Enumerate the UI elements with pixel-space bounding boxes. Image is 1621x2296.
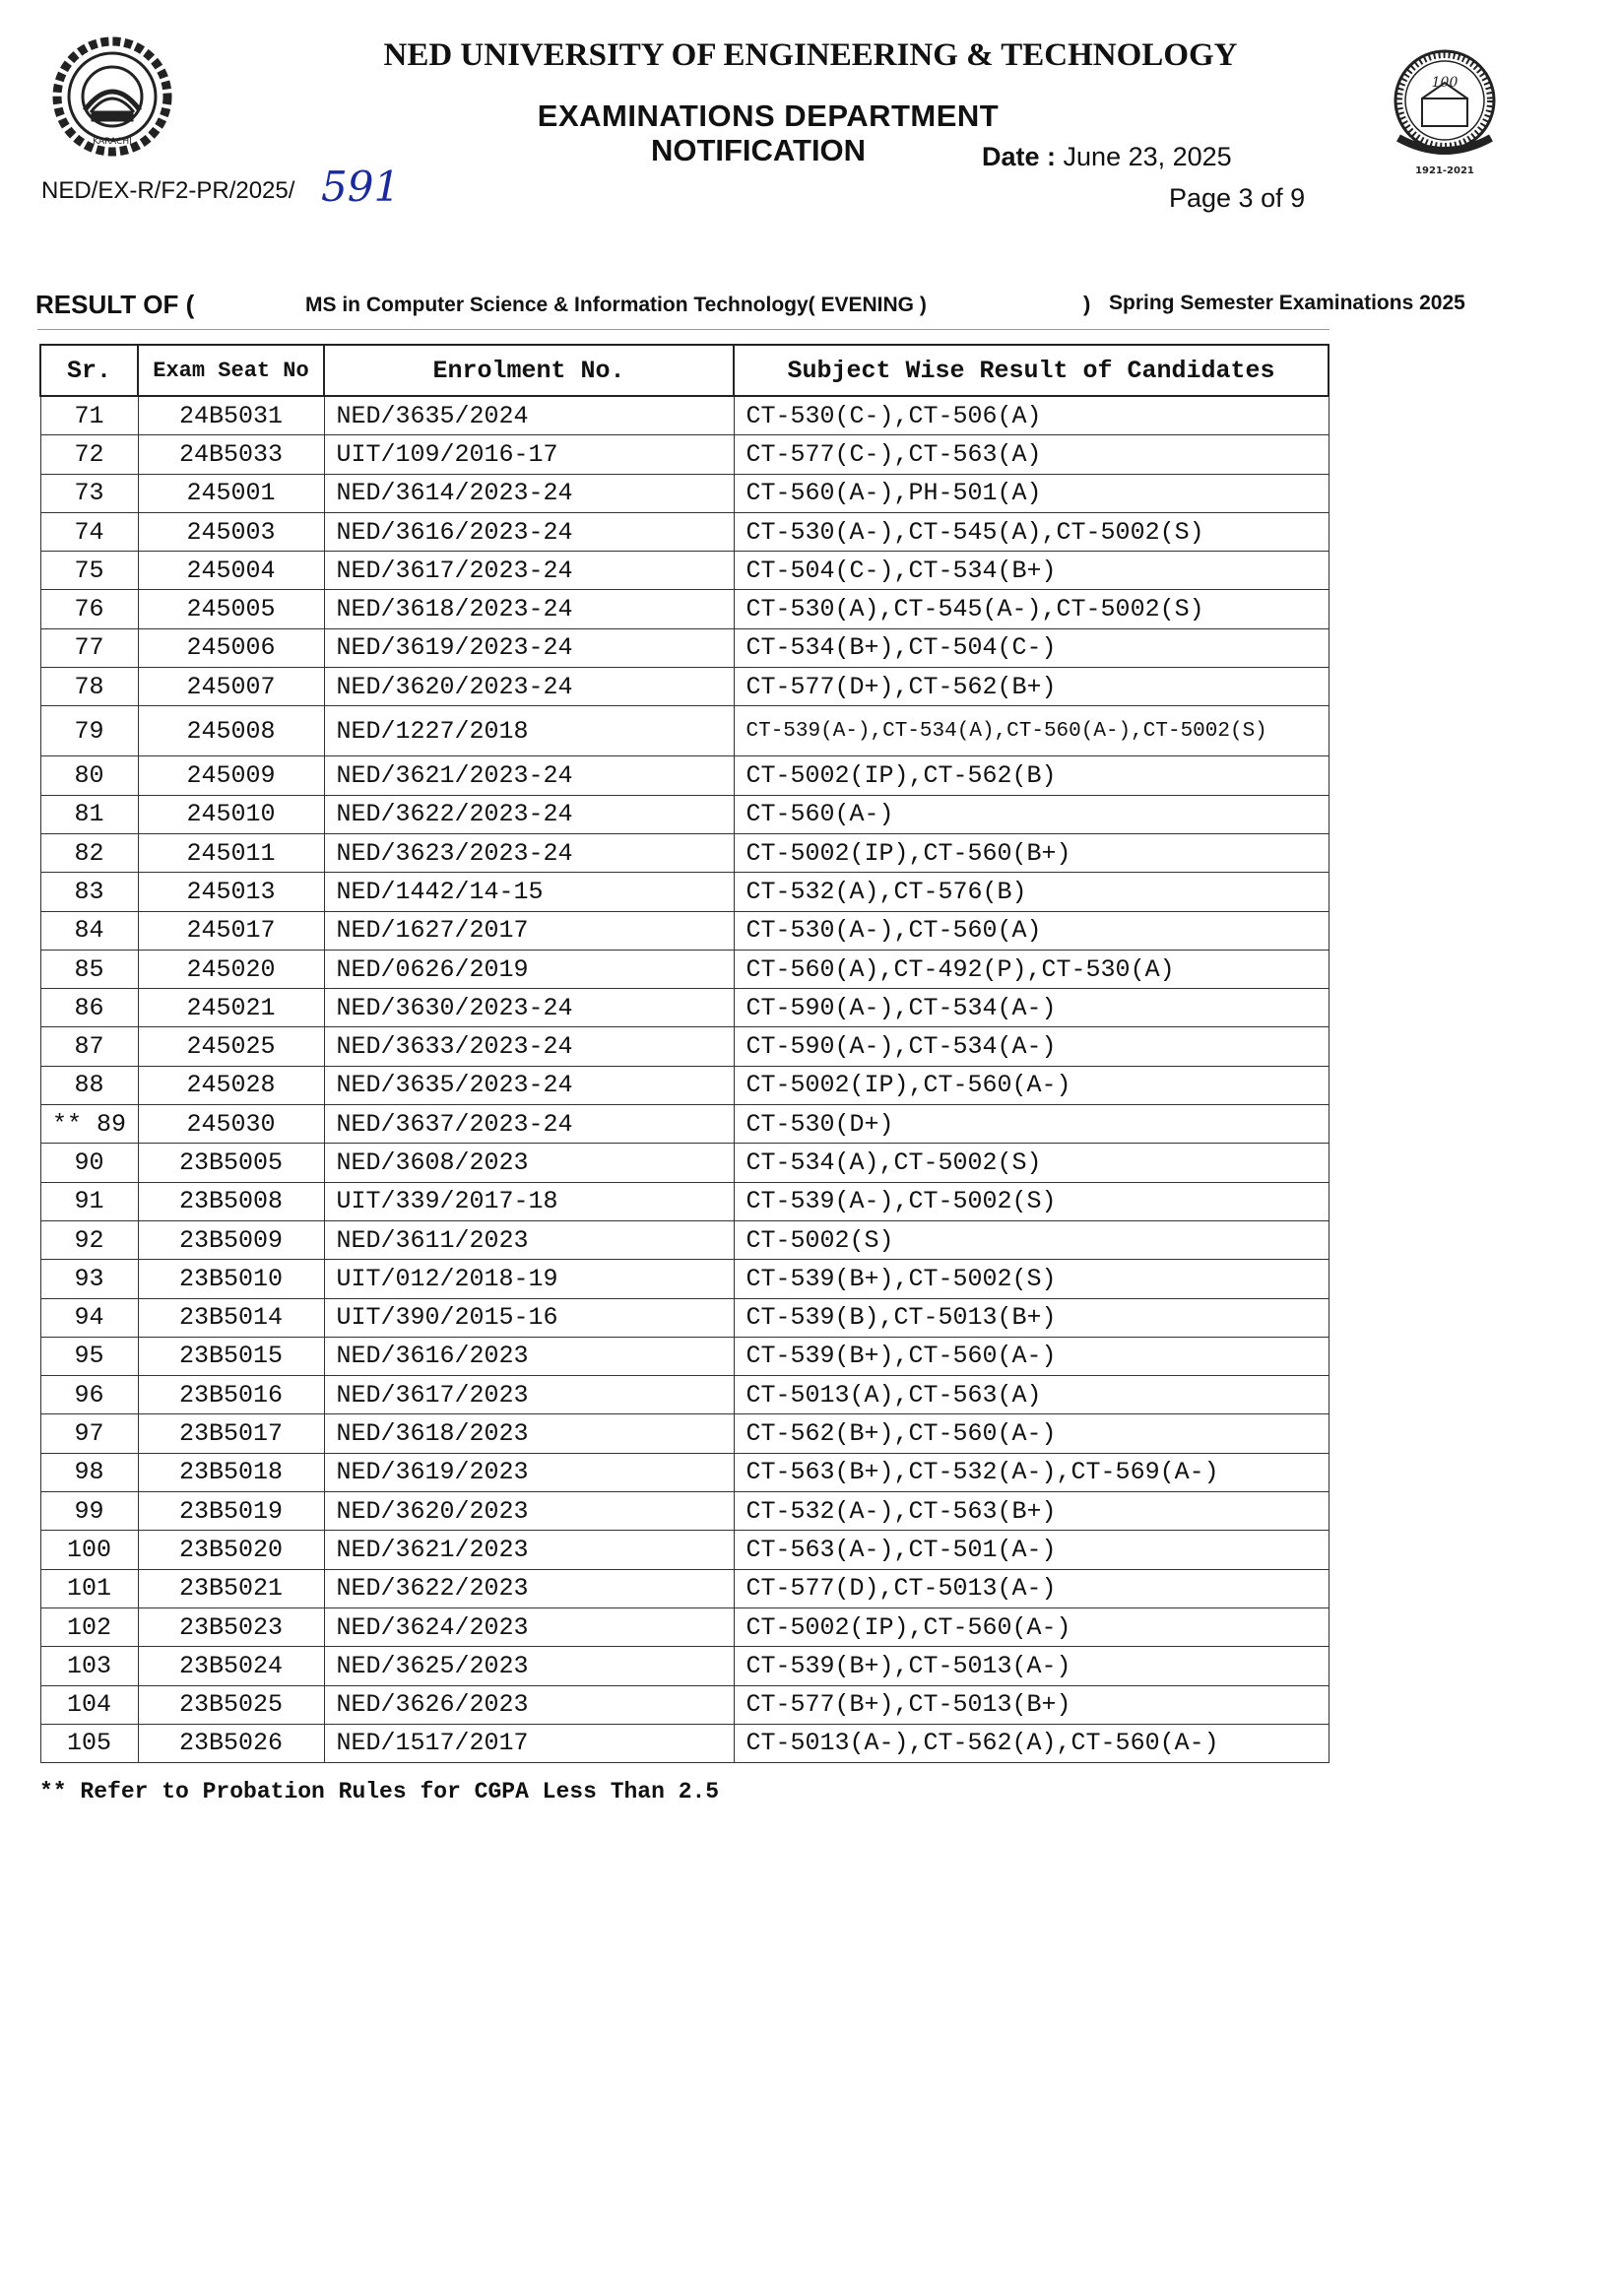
- cell-exam-seat-no: 245005: [138, 590, 324, 628]
- cell-subject-result: CT-504(C-),CT-534(B+): [734, 552, 1329, 590]
- header-sr: Sr.: [40, 345, 138, 396]
- cell-exam-seat-no: 245006: [138, 628, 324, 667]
- table-row: [40, 435, 1329, 474]
- cell-enrolment-no: NED/3616/2023: [324, 1337, 734, 1375]
- table-header-row: [40, 345, 1329, 396]
- cell-exam-seat-no: 23B5015: [138, 1337, 324, 1375]
- table-row: [40, 1492, 1329, 1531]
- department-title: EXAMINATIONS DEPARTMENT: [537, 98, 1000, 133]
- cell-subject-result: CT-577(C-),CT-563(A): [734, 435, 1329, 474]
- cell-sr: 101: [40, 1569, 138, 1607]
- notification-title: NOTIFICATION: [650, 133, 867, 167]
- cell-exam-seat-no: 245021: [138, 989, 324, 1027]
- cell-sr: 87: [40, 1027, 138, 1066]
- table-row: [40, 1531, 1329, 1569]
- right-seal-number: 100: [1431, 75, 1459, 91]
- cell-subject-result: CT-560(A-),PH-501(A): [734, 474, 1329, 512]
- table-row: [40, 1260, 1329, 1298]
- table-row: [40, 950, 1329, 988]
- cell-subject-result: CT-532(A),CT-576(B): [734, 873, 1329, 911]
- cell-exam-seat-no: 23B5018: [138, 1453, 324, 1491]
- cell-enrolment-no: UIT/390/2015-16: [324, 1298, 734, 1337]
- cell-enrolment-no: UIT/109/2016-17: [324, 435, 734, 474]
- cell-exam-seat-no: 245008: [138, 706, 324, 756]
- cell-subject-result: CT-577(D),CT-5013(A-): [734, 1569, 1329, 1607]
- cell-sr: 105: [40, 1724, 138, 1762]
- cell-subject-result: CT-532(A-),CT-563(B+): [734, 1492, 1329, 1531]
- cell-enrolment-no: NED/3621/2023: [324, 1531, 734, 1569]
- cell-exam-seat-no: 24B5033: [138, 435, 324, 474]
- table-row: [40, 1337, 1329, 1375]
- cell-enrolment-no: NED/3608/2023: [324, 1144, 734, 1182]
- cell-sr: 93: [40, 1260, 138, 1298]
- table-row: [40, 590, 1329, 628]
- table-row: [40, 756, 1329, 795]
- date-value: June 23, 2025: [1063, 142, 1232, 171]
- cell-subject-result: CT-590(A-),CT-534(A-): [734, 989, 1329, 1027]
- cell-exam-seat-no: 23B5024: [138, 1647, 324, 1685]
- table-row: [40, 1607, 1329, 1646]
- table-row: [40, 1298, 1329, 1337]
- cell-sr: 104: [40, 1685, 138, 1724]
- table-row: [40, 989, 1329, 1027]
- table-row: [40, 1569, 1329, 1607]
- table-row: [40, 474, 1329, 512]
- table-row: [40, 1182, 1329, 1220]
- table-row: [40, 1414, 1329, 1453]
- cell-sr: 97: [40, 1414, 138, 1453]
- cell-sr: 86: [40, 989, 138, 1027]
- cell-sr: 80: [40, 756, 138, 795]
- probation-footnote: ** Refer to Probation Rules for CGPA Less Than 2.5: [39, 1779, 720, 1804]
- cell-enrolment-no: NED/3622/2023: [324, 1569, 734, 1607]
- cell-sr: 78: [40, 668, 138, 706]
- cell-enrolment-no: NED/3623/2023-24: [324, 833, 734, 872]
- cell-enrolment-no: NED/3614/2023-24: [324, 474, 734, 512]
- cell-subject-result: CT-539(B),CT-5013(B+): [734, 1298, 1329, 1337]
- table-row: [40, 1027, 1329, 1066]
- table-row: [40, 1647, 1329, 1685]
- cell-subject-result: CT-5002(S): [734, 1220, 1329, 1259]
- semester-name: Spring Semester Examinations 2025: [1109, 292, 1465, 314]
- cell-exam-seat-no: 23B5023: [138, 1607, 324, 1646]
- left-seal-text: KARACHI: [93, 137, 132, 147]
- cell-enrolment-no: NED/3626/2023: [324, 1685, 734, 1724]
- cell-subject-result: CT-577(B+),CT-5013(B+): [734, 1685, 1329, 1724]
- cell-exam-seat-no: 245011: [138, 833, 324, 872]
- cell-sr: 72: [40, 435, 138, 474]
- cell-exam-seat-no: 23B5019: [138, 1492, 324, 1531]
- cell-subject-result: CT-563(A-),CT-501(A-): [734, 1531, 1329, 1569]
- cell-subject-result: CT-534(B+),CT-504(C-): [734, 628, 1329, 667]
- cell-sr: 73: [40, 474, 138, 512]
- cell-enrolment-no: NED/3618/2023-24: [324, 590, 734, 628]
- cell-sr: 71: [40, 396, 138, 435]
- cell-enrolment-no: NED/3617/2023-24: [324, 552, 734, 590]
- cell-subject-result: CT-530(A-),CT-560(A): [734, 911, 1329, 950]
- header-exam-seat-no: Exam Seat No: [138, 345, 324, 396]
- cell-sr: 75: [40, 552, 138, 590]
- cell-subject-result: CT-539(A-),CT-534(A),CT-560(A-),CT-5002(S): [734, 706, 1329, 756]
- cell-enrolment-no: NED/1517/2017: [324, 1724, 734, 1762]
- cell-subject-result: CT-534(A),CT-5002(S): [734, 1144, 1329, 1182]
- reference-number: NED/EX-R/F2-PR/2025/: [41, 177, 295, 204]
- cell-exam-seat-no: 245028: [138, 1066, 324, 1104]
- cell-sr: 88: [40, 1066, 138, 1104]
- cell-sr: 76: [40, 590, 138, 628]
- cell-subject-result: CT-530(D+): [734, 1105, 1329, 1144]
- cell-enrolment-no: NED/3633/2023-24: [324, 1027, 734, 1066]
- cell-subject-result: CT-539(A-),CT-5002(S): [734, 1182, 1329, 1220]
- cell-exam-seat-no: 245025: [138, 1027, 324, 1066]
- cell-sr: 84: [40, 911, 138, 950]
- cell-enrolment-no: NED/3611/2023: [324, 1220, 734, 1259]
- cell-sr: ** 89: [40, 1105, 138, 1144]
- cell-exam-seat-no: 245004: [138, 552, 324, 590]
- program-name: MS in Computer Science & Information Technology( EVENING ): [305, 294, 927, 316]
- cell-enrolment-no: NED/3620/2023: [324, 1492, 734, 1531]
- cell-exam-seat-no: 23B5014: [138, 1298, 324, 1337]
- cell-sr: 95: [40, 1337, 138, 1375]
- cell-sr: 99: [40, 1492, 138, 1531]
- cell-exam-seat-no: 23B5009: [138, 1220, 324, 1259]
- cell-subject-result: CT-577(D+),CT-562(B+): [734, 668, 1329, 706]
- table-row: [40, 911, 1329, 950]
- cell-subject-result: CT-5002(IP),CT-560(A-): [734, 1066, 1329, 1104]
- header-divider: [37, 329, 1329, 330]
- cell-subject-result: CT-563(B+),CT-532(A-),CT-569(A-): [734, 1453, 1329, 1491]
- cell-exam-seat-no: 245010: [138, 795, 324, 833]
- cell-sr: 102: [40, 1607, 138, 1646]
- cell-enrolment-no: NED/1627/2017: [324, 911, 734, 950]
- cell-enrolment-no: NED/3637/2023-24: [324, 1105, 734, 1144]
- cell-subject-result: CT-539(B+),CT-5013(A-): [734, 1647, 1329, 1685]
- cell-exam-seat-no: 23B5008: [138, 1182, 324, 1220]
- cell-sr: 79: [40, 706, 138, 756]
- cell-enrolment-no: NED/3624/2023: [324, 1607, 734, 1646]
- cell-subject-result: CT-530(A-),CT-545(A),CT-5002(S): [734, 512, 1329, 551]
- table-row: [40, 552, 1329, 590]
- cell-exam-seat-no: 245001: [138, 474, 324, 512]
- cell-subject-result: CT-560(A),CT-492(P),CT-530(A): [734, 950, 1329, 988]
- table-row: [40, 396, 1329, 435]
- cell-sr: 90: [40, 1144, 138, 1182]
- cell-sr: 83: [40, 873, 138, 911]
- cell-subject-result: CT-530(C-),CT-506(A): [734, 396, 1329, 435]
- cell-subject-result: CT-5002(IP),CT-560(B+): [734, 833, 1329, 872]
- university-title: NED UNIVERSITY OF ENGINEERING & TECHNOLOGY: [383, 37, 1238, 73]
- cell-enrolment-no: NED/0626/2019: [324, 950, 734, 988]
- table-row: [40, 1685, 1329, 1724]
- cell-enrolment-no: NED/3619/2023-24: [324, 628, 734, 667]
- cell-subject-result: CT-539(B+),CT-5002(S): [734, 1260, 1329, 1298]
- cell-enrolment-no: NED/3621/2023-24: [324, 756, 734, 795]
- table-row: [40, 1453, 1329, 1491]
- cell-enrolment-no: NED/3630/2023-24: [324, 989, 734, 1027]
- cell-exam-seat-no: 23B5017: [138, 1414, 324, 1453]
- cell-exam-seat-no: 23B5010: [138, 1260, 324, 1298]
- cell-exam-seat-no: 24B5031: [138, 396, 324, 435]
- cell-subject-result: CT-539(B+),CT-560(A-): [734, 1337, 1329, 1375]
- table-row: [40, 1220, 1329, 1259]
- cell-sr: 82: [40, 833, 138, 872]
- cell-sr: 77: [40, 628, 138, 667]
- cell-enrolment-no: NED/3616/2023-24: [324, 512, 734, 551]
- cell-enrolment-no: NED/3635/2024: [324, 396, 734, 435]
- table-row: [40, 833, 1329, 872]
- date-label: Date :: [982, 142, 1057, 171]
- cell-enrolment-no: NED/3625/2023: [324, 1647, 734, 1685]
- cell-exam-seat-no: 23B5021: [138, 1569, 324, 1607]
- cell-exam-seat-no: 245030: [138, 1105, 324, 1144]
- cell-enrolment-no: UIT/339/2017-18: [324, 1182, 734, 1220]
- page-number: Page 3 of 9: [1169, 183, 1306, 213]
- cell-subject-result: CT-5002(IP),CT-560(A-): [734, 1607, 1329, 1646]
- cell-enrolment-no: NED/3622/2023-24: [324, 795, 734, 833]
- cell-subject-result: CT-530(A),CT-545(A-),CT-5002(S): [734, 590, 1329, 628]
- header-enrolment-no: Enrolment No.: [324, 345, 734, 396]
- table-row: [40, 706, 1329, 756]
- cell-subject-result: CT-590(A-),CT-534(A-): [734, 1027, 1329, 1066]
- cell-subject-result: CT-5013(A-),CT-562(A),CT-560(A-): [734, 1724, 1329, 1762]
- cell-exam-seat-no: 245020: [138, 950, 324, 988]
- table-row: [40, 795, 1329, 833]
- cell-exam-seat-no: 245013: [138, 873, 324, 911]
- cell-enrolment-no: UIT/012/2018-19: [324, 1260, 734, 1298]
- cell-exam-seat-no: 245007: [138, 668, 324, 706]
- table-row: [40, 628, 1329, 667]
- cell-sr: 103: [40, 1647, 138, 1685]
- results-table: [39, 344, 1329, 1763]
- results-table-body: [40, 396, 1329, 1763]
- right-seal-years: 1921-2021: [1415, 165, 1474, 176]
- table-row: [40, 512, 1329, 551]
- cell-sr: 100: [40, 1531, 138, 1569]
- cell-enrolment-no: NED/1442/14-15: [324, 873, 734, 911]
- cell-sr: 94: [40, 1298, 138, 1337]
- header-subject-result: Subject Wise Result of Candidates: [734, 345, 1329, 396]
- cell-exam-seat-no: 245017: [138, 911, 324, 950]
- reference-handwritten-number: 591: [321, 163, 401, 211]
- cell-exam-seat-no: 23B5020: [138, 1531, 324, 1569]
- cell-sr: 81: [40, 795, 138, 833]
- cell-exam-seat-no: 23B5005: [138, 1144, 324, 1182]
- cell-exam-seat-no: 245003: [138, 512, 324, 551]
- cell-enrolment-no: NED/1227/2018: [324, 706, 734, 756]
- cell-sr: 85: [40, 950, 138, 988]
- date-line: [982, 142, 1232, 172]
- cell-sr: 91: [40, 1182, 138, 1220]
- cell-subject-result: CT-560(A-): [734, 795, 1329, 833]
- cell-enrolment-no: NED/3635/2023-24: [324, 1066, 734, 1104]
- cell-subject-result: CT-562(B+),CT-560(A-): [734, 1414, 1329, 1453]
- table-row: [40, 1144, 1329, 1182]
- result-close-paren: ): [1083, 292, 1091, 316]
- cell-exam-seat-no: 245009: [138, 756, 324, 795]
- cell-sr: 98: [40, 1453, 138, 1491]
- table-row: [40, 668, 1329, 706]
- cell-enrolment-no: NED/3620/2023-24: [324, 668, 734, 706]
- cell-sr: 74: [40, 512, 138, 551]
- cell-enrolment-no: NED/3618/2023: [324, 1414, 734, 1453]
- table-row: [40, 1724, 1329, 1762]
- cell-enrolment-no: NED/3619/2023: [324, 1453, 734, 1491]
- cell-enrolment-no: NED/3617/2023: [324, 1376, 734, 1414]
- cell-subject-result: CT-5013(A),CT-563(A): [734, 1376, 1329, 1414]
- cell-exam-seat-no: 23B5025: [138, 1685, 324, 1724]
- cell-exam-seat-no: 23B5026: [138, 1724, 324, 1762]
- cell-sr: 92: [40, 1220, 138, 1259]
- table-row: [40, 1105, 1329, 1144]
- cell-subject-result: CT-5002(IP),CT-562(B): [734, 756, 1329, 795]
- cell-exam-seat-no: 23B5016: [138, 1376, 324, 1414]
- result-of-label: RESULT OF (: [35, 290, 195, 319]
- cell-sr: 96: [40, 1376, 138, 1414]
- table-row: [40, 1376, 1329, 1414]
- table-row: [40, 1066, 1329, 1104]
- table-row: [40, 873, 1329, 911]
